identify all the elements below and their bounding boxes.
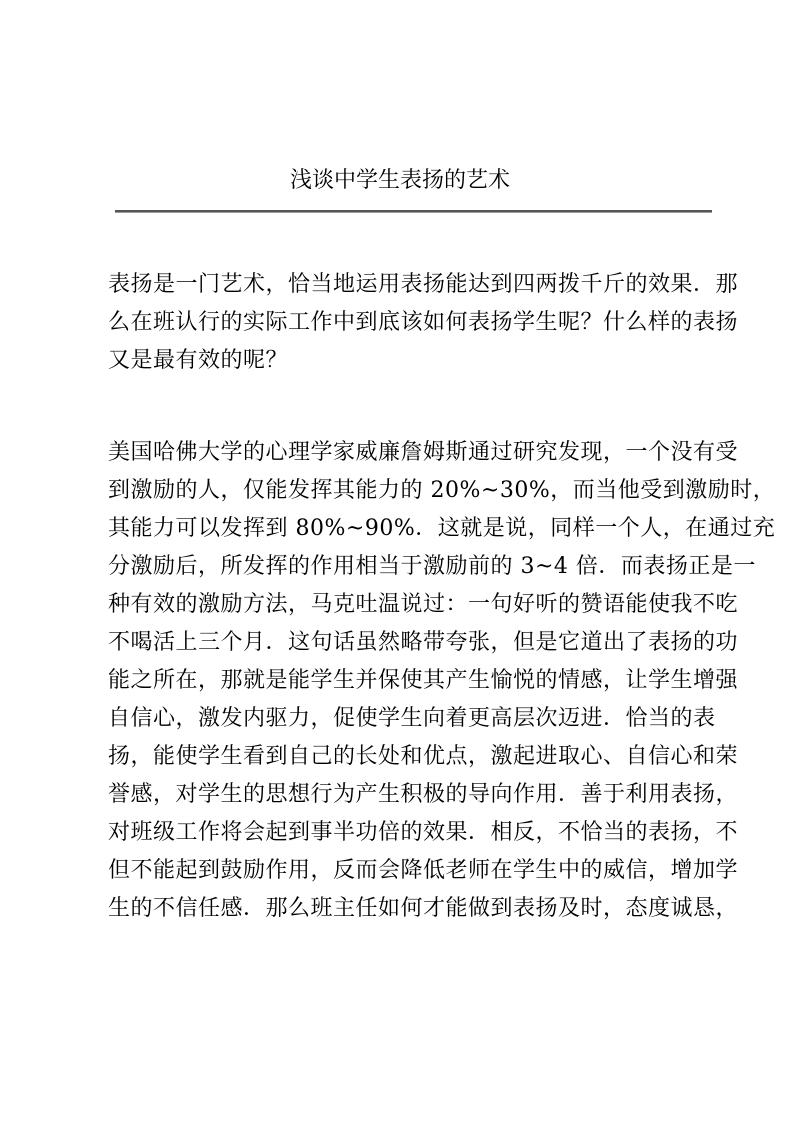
paragraph-line: 誉感，对学生的思想行为产生积极的导向作用．善于利用表扬， xyxy=(108,782,739,807)
paragraph-line: 不喝活上三个月．这句话虽然略带夸张，但是它道出了表扬的功 xyxy=(108,630,739,655)
paragraph-2 xyxy=(108,434,776,966)
paragraph-line: 对班级工作将会起到事半功倍的效果．相反，不恰当的表扬，不 xyxy=(108,820,739,845)
paragraph-line: 美国哈佛大学的心理学家威廉詹姆斯通过研究发现，一个没有受 xyxy=(108,440,739,465)
paragraph-line: 表扬是一门艺术，恰当地运用表扬能达到四两拨千斤的效果．那 xyxy=(108,272,739,297)
paragraph-line: 其能力可以发挥到 80%~90%．这就是说，同样一个人，在通过充 xyxy=(108,516,776,541)
paragraph-line: 自信心，激发内驱力，促使学生向着更高层次迈进．恰当的表 xyxy=(108,706,716,731)
paragraph-line: 分激励后，所发挥的作用相当于激励前的 3~4 倍．而表扬正是一 xyxy=(108,554,756,579)
paragraph-1 xyxy=(108,266,739,380)
paragraph-line: 又是最有效的呢？ xyxy=(108,348,289,373)
paragraph-line xyxy=(108,928,718,966)
paragraph-line: 扬，能使学生看到自己的长处和优点，激起进取心、自信心和荣 xyxy=(108,744,739,769)
paragraph-line: 但不能起到鼓励作用，反而会降低老师在学生中的威信，增加学 xyxy=(108,858,739,883)
title-divider xyxy=(115,210,712,213)
paragraph-line: 能之所在，那就是能学生并保使其产生愉悦的情感，让学生增强 xyxy=(108,668,739,693)
document-title: 浅谈中学生表扬的艺术 xyxy=(289,168,510,193)
paragraph-line: 到激励的人，仅能发挥其能力的 20%~30%，而当他受到激励时， xyxy=(108,478,776,503)
paragraph-line: 生的不信任感．那么班主任如何才能做到表扬及时，态度诚恳， xyxy=(108,896,739,921)
paragraph-line: 种有效的激励方法，马克吐温说过：一句好听的赞语能使我不吃 xyxy=(108,592,739,617)
paragraph-line: 么在班认行的实际工作中到底该如何表扬学生呢？什么样的表扬 xyxy=(108,310,739,335)
